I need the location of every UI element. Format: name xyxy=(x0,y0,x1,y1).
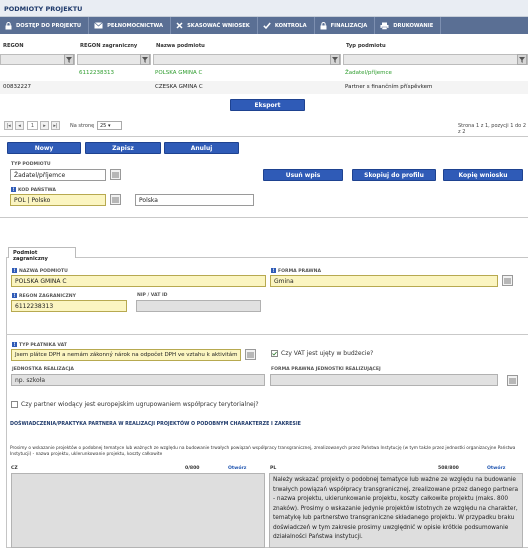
divider xyxy=(6,334,528,335)
tab-foreign-subject[interactable]: Podmiot zagraniczny xyxy=(8,247,76,258)
delete-record-button[interactable]: Usuń wpis xyxy=(263,169,343,181)
egtc-checkbox[interactable] xyxy=(11,401,18,408)
pl-textarea[interactable]: Należy wskazać projekty o podobnej tematyce lub ważne ze względu na budowanie trwałych powiązań współpracy transgranicznej, zrealizowane przez danego partnera - nazwa projektu, ukierunkowanie projektu, koszty całkowite projektu (maks. 800 znaków). Prosimy o wskazanie jedynie projektów istotnych ze względu na charakter, tematykę lub partnerstwo transgraniczne składanego projektu. W przypadku braku doświadczeń w tym zakresie prosimy uwzględnić w opisie krótkie podsumowanie działalności Państwa instytucji. xyxy=(269,473,523,548)
table-row[interactable] xyxy=(0,67,528,80)
filter-name[interactable] xyxy=(153,54,341,65)
vat-budget-checkbox[interactable] xyxy=(271,350,278,357)
filter-icon[interactable] xyxy=(330,54,340,65)
table-row[interactable] xyxy=(0,81,528,94)
pager xyxy=(4,120,528,135)
per-page-value: 25 xyxy=(100,123,107,129)
filter-regon[interactable] xyxy=(0,54,75,65)
check-icon xyxy=(272,351,277,356)
forma-jedn-field[interactable] xyxy=(270,374,498,386)
required-icon: ! xyxy=(272,268,275,273)
vat-label: ! TYP PŁATNIKA VAT xyxy=(13,342,67,348)
page-number-input[interactable]: 1 xyxy=(27,121,38,130)
finalize-button[interactable] xyxy=(315,17,376,34)
list-icon[interactable] xyxy=(502,275,513,286)
cz-counter: 0/800 xyxy=(185,466,200,471)
regon-field[interactable]: 6112238313 xyxy=(11,300,127,312)
cz-label: CZ xyxy=(11,466,18,471)
required-icon: ! xyxy=(13,342,16,347)
cancel-button[interactable]: Anuluj xyxy=(164,142,239,154)
per-page-label: Na stronę xyxy=(70,123,95,129)
access-button[interactable] xyxy=(0,17,89,34)
cell-name: POLSKA GMINA C xyxy=(155,70,203,76)
access-button-label: DOSTĘP DO PROJEKTU xyxy=(16,22,82,29)
kod-panstwa-label: ! KOD PAŃSTWA xyxy=(12,187,56,193)
next-page-button[interactable]: ▸ xyxy=(40,121,49,130)
first-page-button[interactable]: |◂ xyxy=(4,121,13,130)
section-description: Prosimy o wskazanie projektów o podobnej tematyce lub ważnych ze względu na budowanie trwałych powiązań współpracy transgranicznej, zrealizowanych przez Państwa Instytucję (w tym także przez jednostki organizacyjne Państwa Instytucji) - nazwa projektu, uklerunkowanie projektu, koszty całkowite xyxy=(10,446,516,457)
section-title: DOŚWIADCZENIA/PRAKTYKA PARTNERA W REALIZACJI PROJEKTÓW O PODOBNYM CHARAKTERZE I ZAKRESIE xyxy=(10,422,301,427)
finalize-button-label: FINALIZACJA xyxy=(330,22,368,29)
cell-type: Žadatel/příjemce xyxy=(345,70,392,76)
list-icon[interactable] xyxy=(110,169,121,180)
powers-button[interactable] xyxy=(89,17,171,34)
title-bar xyxy=(0,0,528,17)
check-button-label: KONTROLA xyxy=(274,22,307,29)
kraj-field[interactable]: Polska xyxy=(135,194,254,206)
vat-field[interactable]: Jsem plátce DPH a nemám zákonný nárok na odpočet DPH ve vztahu k aktivitám xyxy=(11,349,241,361)
cell-type: Partner s finančním příspěvkem xyxy=(345,84,433,90)
forma-jedn-label: FORMA PRAWNA JEDNOSTKI REALIZUJĄCEJ xyxy=(271,367,381,372)
per-page-select[interactable] xyxy=(97,121,122,130)
list-icon[interactable] xyxy=(110,194,121,205)
cell-regon-foreign: 6112238313 xyxy=(79,70,114,76)
save-button[interactable]: Zapisz xyxy=(85,142,161,154)
page-title: PODMIOTY PROJEKTU xyxy=(4,5,83,13)
pl-label: PL xyxy=(270,466,277,471)
toolbar xyxy=(0,17,528,34)
powers-button-label: PEŁNOMOCNICTWA xyxy=(107,22,164,29)
copy-to-profile-button[interactable]: Skopiuj do profilu xyxy=(352,169,436,181)
delete-application-label: SKASOWAĆ WNIOSEK xyxy=(187,22,250,29)
required-icon: ! xyxy=(13,268,16,273)
delete-application-button[interactable] xyxy=(171,17,258,34)
close-icon xyxy=(176,22,183,29)
envelope-icon xyxy=(94,22,103,29)
vat-budget-label: Czy VAT jest ujęty w budżecie? xyxy=(281,350,374,357)
print-button[interactable] xyxy=(375,17,441,34)
col-header-type[interactable]: Typ podmiotu xyxy=(346,43,386,49)
list-icon[interactable] xyxy=(245,349,256,360)
divider xyxy=(0,217,528,218)
kod-panstwa-field[interactable]: POL | Polsko xyxy=(10,194,106,206)
regon-label: ! REGON ZAGRANICZNY xyxy=(13,293,76,299)
cell-regon: 00832227 xyxy=(3,84,31,90)
typ-podmiotu-label: TYP PODMIOTU xyxy=(11,162,51,167)
jednostka-label: JEDNOSTKA REALIZACJA xyxy=(12,367,74,372)
export-button[interactable]: Eksport xyxy=(230,99,305,111)
col-header-regon-foreign[interactable]: REGON zagraniczny xyxy=(80,43,138,49)
col-header-regon[interactable]: REGON xyxy=(3,43,24,49)
col-header-name[interactable]: Nazwa podmiotu xyxy=(156,43,205,49)
check-button[interactable] xyxy=(258,17,315,34)
chevron-down-icon: ▾ xyxy=(107,123,111,129)
print-icon xyxy=(380,22,389,30)
typ-podmiotu-field[interactable]: Žadatel/příjemce xyxy=(10,169,106,181)
prev-page-button[interactable]: ◂ xyxy=(15,121,24,130)
nazwa-field[interactable]: POLSKA GMINA C xyxy=(11,275,266,287)
last-page-button[interactable]: ▸| xyxy=(51,121,60,130)
nip-field[interactable] xyxy=(136,300,261,312)
filter-icon[interactable] xyxy=(517,54,527,65)
check-icon xyxy=(263,22,271,29)
required-icon: ! xyxy=(12,187,15,192)
nazwa-label: ! NAZWA PODMIOTU xyxy=(13,268,68,274)
print-button-label: DRUKOWANIE xyxy=(393,22,434,29)
lock-icon xyxy=(320,22,327,30)
forma-label: ! FORMA PRAWNA xyxy=(272,268,322,274)
list-icon[interactable] xyxy=(507,375,518,386)
cz-textarea[interactable] xyxy=(11,473,265,548)
jednostka-field[interactable]: np. szkoła xyxy=(11,374,265,386)
cell-name: CZESKA GMINA C xyxy=(155,84,203,90)
nip-label: NIP / VAT ID xyxy=(137,293,168,298)
pager-info: Strona 1 z 1, pozycji 1 do 2 z 2 xyxy=(458,123,527,135)
filter-type[interactable] xyxy=(343,54,528,65)
pl-counter: 508/800 xyxy=(438,466,459,471)
filter-icon[interactable] xyxy=(64,54,74,65)
divider xyxy=(0,136,528,137)
pl-open-link[interactable]: Otwórz xyxy=(487,466,506,471)
new-button[interactable]: Nowy xyxy=(7,142,81,154)
filter-icon[interactable] xyxy=(140,54,150,65)
required-icon: ! xyxy=(13,293,16,298)
cz-open-link[interactable]: Otwórz xyxy=(228,466,247,471)
egtc-label: Czy partner wiodący jest europejskim ugrupowaniem współpracy terytorialnej? xyxy=(21,401,259,408)
copy-application-button[interactable]: Kopię wniosku xyxy=(443,169,523,181)
filter-regon-foreign[interactable] xyxy=(77,54,151,65)
lock-icon xyxy=(5,22,12,30)
forma-field[interactable]: Gmina xyxy=(270,275,498,287)
